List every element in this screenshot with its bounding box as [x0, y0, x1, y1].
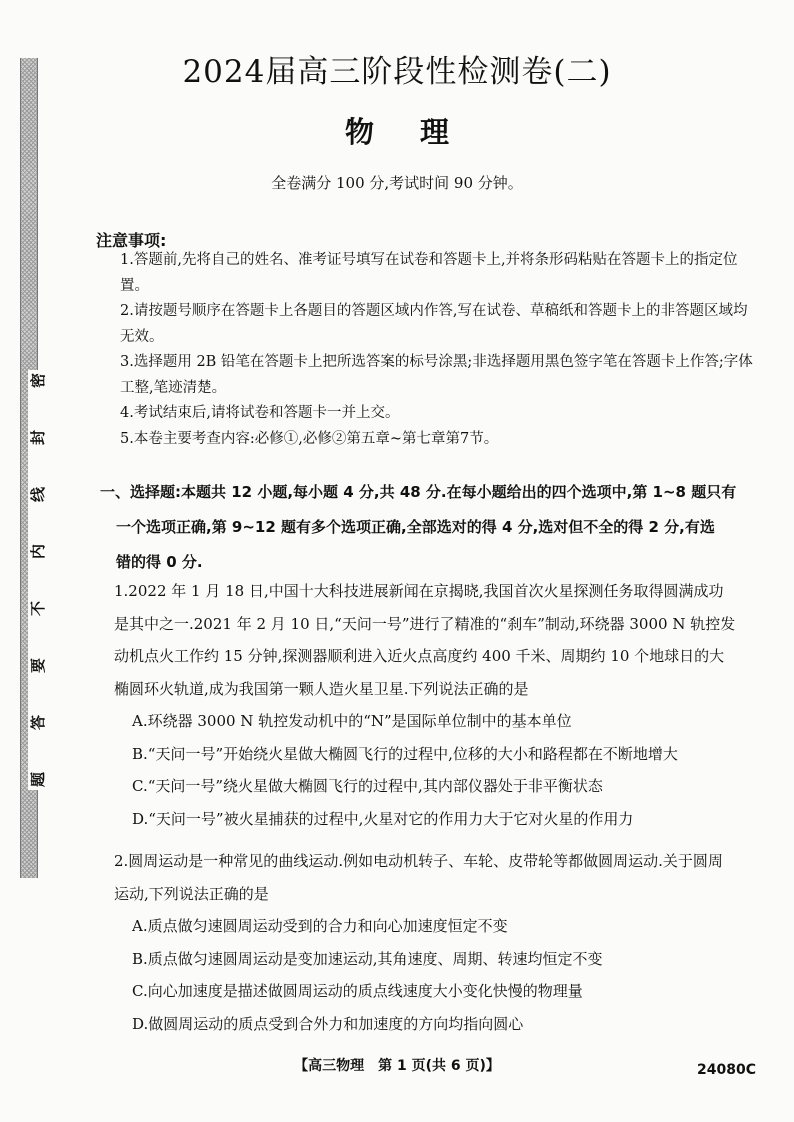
exam-title: 2024届高三阶段性检测卷(二) [182, 54, 612, 90]
question-stem-line: 动机点火工作约 15 分钟,探测器顺利进入近火点高度约 400 千米、周期约 10 个地球日的大 [114, 647, 725, 665]
question-stem-line: 是其中之一.2021 年 2 月 10 日,“天问一号”进行了精准的“刹车”制动,环绕器 3000 N 轨控发 [114, 614, 736, 633]
notice-title: 注意事项: [96, 231, 167, 250]
binding-char: 答 [29, 714, 48, 731]
subject-title: 物理 [344, 115, 495, 149]
question-stem-line: 2.圆周运动是一种常见的曲线运动.例如电动机转子、车轮、皮带轮等都做圆周运动.关于圆周 [114, 852, 723, 870]
binding-char: 线 [29, 486, 48, 503]
notice-item: 3.选择题用 2B 铅笔在答题卡上把所选答案的标号涂黑;非选择题用黑色签字笔在答题卡上作答;字体工整,笔迹清楚。 [120, 354, 753, 396]
notice-item: 1.答题前,先将自己的姓名、准考证号填写在试卷和答题卡上,并将条形码粘贴在答题卡上的指定位置。 [120, 252, 738, 294]
page-footer: 【高三物理 第 1 页(共 6 页)】 [294, 1058, 500, 1074]
section-heading [100, 475, 750, 580]
binding-char: 要 [29, 657, 48, 674]
option-c: C.向心加速度是描述做圆周运动的质点线速度大小变化快慢的物理量 [132, 982, 583, 1000]
binding-char: 不 [29, 600, 48, 617]
notice-item: 4.考试结束后,请将试卷和答题卡一并上交。 [120, 405, 400, 421]
question-2 [114, 845, 754, 1040]
notice-list [120, 248, 760, 452]
option-d: D.做圆周运动的质点受到合外力和加速度的方向均指向圆心 [132, 1014, 524, 1033]
binding-warning [28, 370, 48, 790]
section-line: 一、选择题:本题共 12 小题,每小题 4 分,共 48 分.在每小题给出的四个选项中,第 1~8 题只有 [100, 483, 737, 501]
option-b: B.质点做匀速圆周运动是变加速运动,其角速度、周期、转速均恒定不变 [132, 949, 603, 968]
option-c: C.“天问一号”绕火星做大椭圆飞行的过程中,其内部仪器处于非平衡状态 [132, 777, 603, 795]
score-info: 全卷满分 100 分,考试时间 90 分钟。 [271, 174, 523, 192]
question-stem-line: 运动,下列说法正确的是 [114, 884, 269, 903]
question-stem-line: 椭圆环火轨道,成为我国第一颗人造火星卫星.下列说法正确的是 [114, 679, 529, 698]
question-1 [114, 575, 754, 835]
option-a: A.质点做匀速圆周运动受到的合力和向心加速度恒定不变 [132, 917, 508, 935]
question-stem-line: 1.2022 年 1 月 18 日,中国十大科技进展新闻在京揭晓,我国首次火星探测任务取得圆满成功 [114, 582, 724, 600]
section-line: 错的得 0 分. [116, 553, 203, 571]
option-d: D.“天问一号”被火星捕获的过程中,火星对它的作用力大于它对火星的作用力 [132, 809, 634, 828]
paper-code: 24080C [697, 1062, 756, 1078]
binding-char: 封 [29, 429, 48, 446]
notice-item: 2.请按题号顺序在答题卡上各题目的答题区域内作答,写在试卷、草稿纸和答题卡上的非答题区域均无效。 [120, 303, 748, 345]
binding-char: 密 [29, 372, 48, 389]
option-b: B.“天问一号”开始绕火星做大椭圆飞行的过程中,位移的大小和路程都在不断地增大 [132, 744, 678, 763]
binding-char: 内 [29, 543, 48, 560]
binding-char: 题 [29, 771, 48, 788]
option-a: A.环绕器 3000 N 轨控发动机中的“N”是国际单位制中的基本单位 [132, 712, 572, 730]
notice-item: 5.本卷主要考查内容:必修①,必修②第五章~第七章第7节。 [120, 430, 499, 447]
section-line: 一个选项正确,第 9~12 题有多个选项正确,全部选对的得 4 分,选对但不全的得 2 分,有选 [116, 518, 715, 536]
